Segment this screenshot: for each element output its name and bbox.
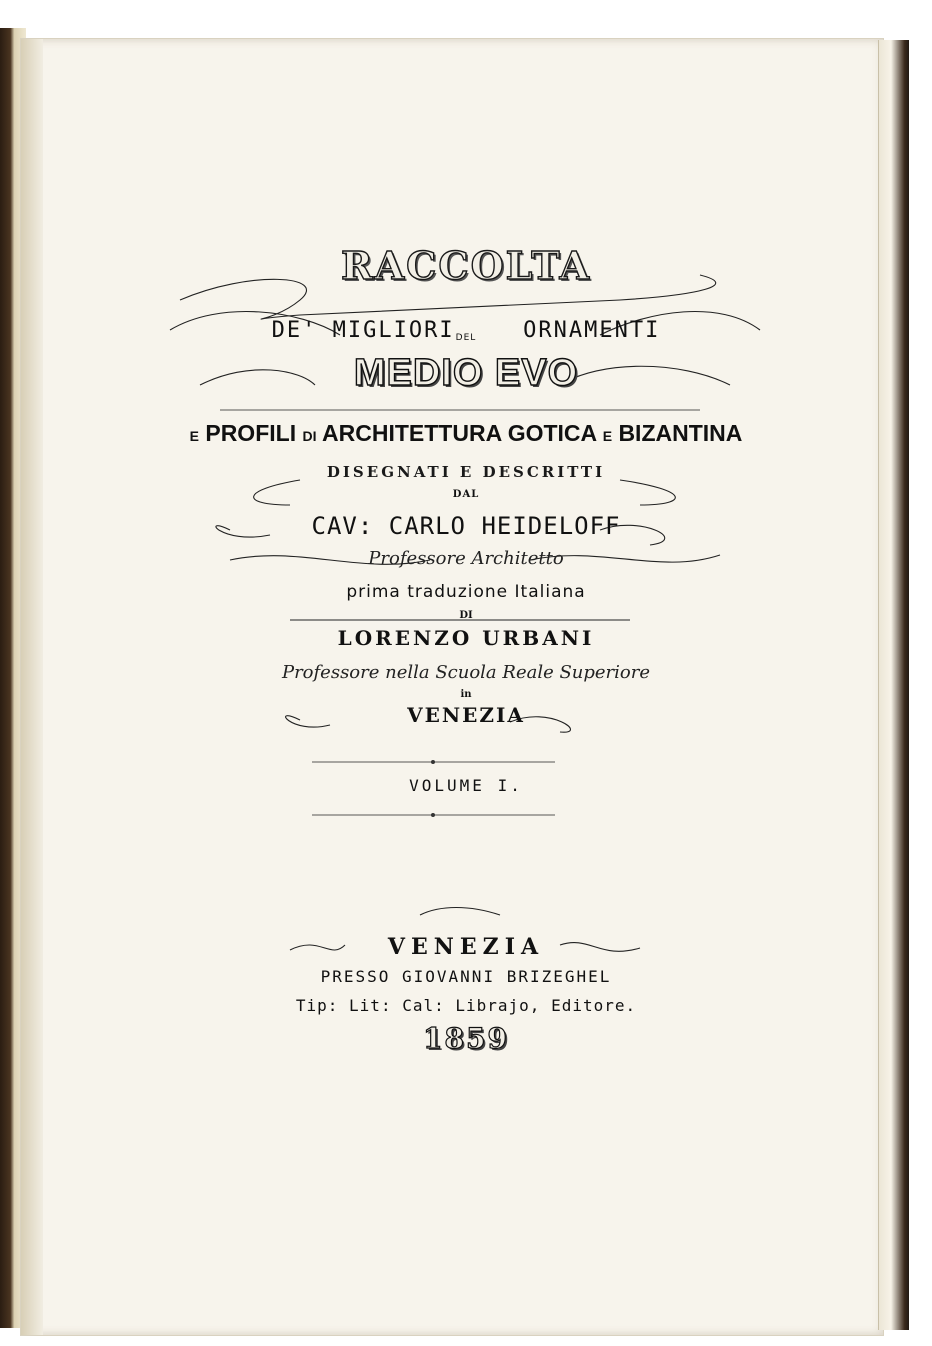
author-name: CAV: CARLO HEIDELOFF: [311, 512, 621, 540]
translator-name: LORENZO URBANI: [337, 626, 595, 650]
heading-raccolta: RACCOLTA: [341, 243, 591, 288]
subtitle-profili: [0, 420, 932, 447]
page-gutter: [21, 39, 43, 1335]
imprint-trade: Tip: Lit: Cal: Librajo, Editore.: [295, 996, 637, 1015]
profili-e: E: [189, 428, 199, 444]
translation-note: prima traduzione Italiana: [346, 582, 586, 602]
profili-e2: E: [602, 428, 613, 444]
profili-di: DI: [302, 428, 317, 444]
imprint-city: VENEZIA: [387, 934, 545, 960]
ornamenti-text: ORNAMENTI: [523, 318, 661, 343]
subtitle-del: DEL: [455, 333, 477, 343]
label-dal: DAL: [452, 489, 480, 500]
migliori-text: DE' MIGLIORI: [271, 318, 455, 343]
translator-title: Professore nella Scuola Reale Superiore: [281, 662, 651, 683]
volume-label: VOLUME I.: [409, 776, 523, 795]
profili-main: PROFILI: [205, 420, 297, 446]
profili-arch: ARCHITETTURA GOTICA: [322, 420, 597, 446]
heading-medio-evo: MEDIO EVO: [353, 352, 579, 394]
page-edges-right: [878, 40, 909, 1330]
label-in: in: [460, 689, 472, 700]
author-title: Professore Architetto: [368, 548, 564, 569]
label-di: DI: [459, 610, 473, 621]
imprint-publisher: PRESSO GIOVANNI BRIZEGHEL: [320, 967, 612, 986]
city-venezia: VENEZIA: [407, 703, 525, 727]
title-page: [20, 38, 884, 1336]
imprint-year: 1859: [423, 1022, 509, 1055]
profili-biz: BIZANTINA: [618, 420, 743, 446]
subtitle-disegnati: DISEGNATI E DESCRITTI: [326, 463, 606, 481]
